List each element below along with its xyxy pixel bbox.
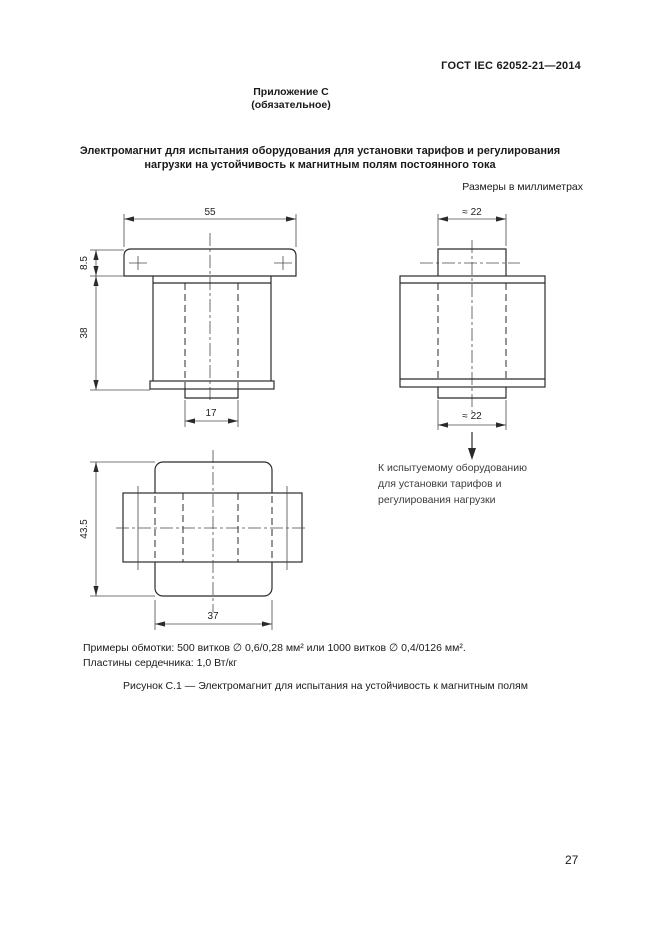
- figure-caption: Рисунок С.1 — Электромагнит для испытания на устойчивость к магнитным полям: [123, 680, 528, 692]
- appendix-type: (обязательное): [251, 98, 331, 111]
- appendix-title: Приложение С: [253, 86, 329, 98]
- equipment-note-line2: для установки тарифов и: [378, 478, 502, 490]
- winding-note-line1: Примеры обмотки: 500 витков ∅ 0,6/0,28 мм² или 1000 витков ∅ 0,4/0126 мм².: [83, 642, 466, 654]
- dim-label-pole-width-bottom: ≈ 22: [462, 411, 482, 422]
- top-view-drawing: [79, 450, 308, 630]
- page-number: 27: [565, 853, 579, 867]
- winding-notes: [83, 641, 466, 671]
- equipment-note-line3: регулирования нагрузки: [378, 494, 496, 506]
- equipment-under-test-note: [378, 460, 527, 508]
- dim-label-body-height: 38: [79, 327, 90, 339]
- winding-note-line2: Пластины сердечника: 1,0 Вт/кг: [83, 657, 237, 669]
- down-arrow-icon: [468, 432, 476, 460]
- equipment-note-line1: К испытуемому оборудованию: [378, 462, 527, 474]
- front-view-drawing: [79, 207, 296, 427]
- dim-label-overall-depth: 43.5: [79, 519, 90, 539]
- dim-label-core-width: 17: [205, 408, 217, 419]
- dim-label-flange-height: 8.5: [79, 256, 90, 270]
- dim-label-base-width: 37: [207, 611, 219, 622]
- side-view-drawing: [400, 207, 545, 460]
- dim-label-flange-width: 55: [204, 207, 216, 218]
- units-note: Размеры в миллиметрах: [462, 181, 583, 193]
- figure-title-line1: Электромагнит для испытания оборудования для установки тарифов и регулирования: [79, 145, 561, 157]
- standard-reference: ГОСТ IEC 62052-21—2014: [441, 60, 581, 72]
- dim-label-pole-width-top: ≈ 22: [462, 207, 482, 218]
- figure-title-line2: нагрузки на устойчивость к магнитным полям постоянного тока: [144, 159, 496, 171]
- screw-center-marks: [129, 256, 292, 270]
